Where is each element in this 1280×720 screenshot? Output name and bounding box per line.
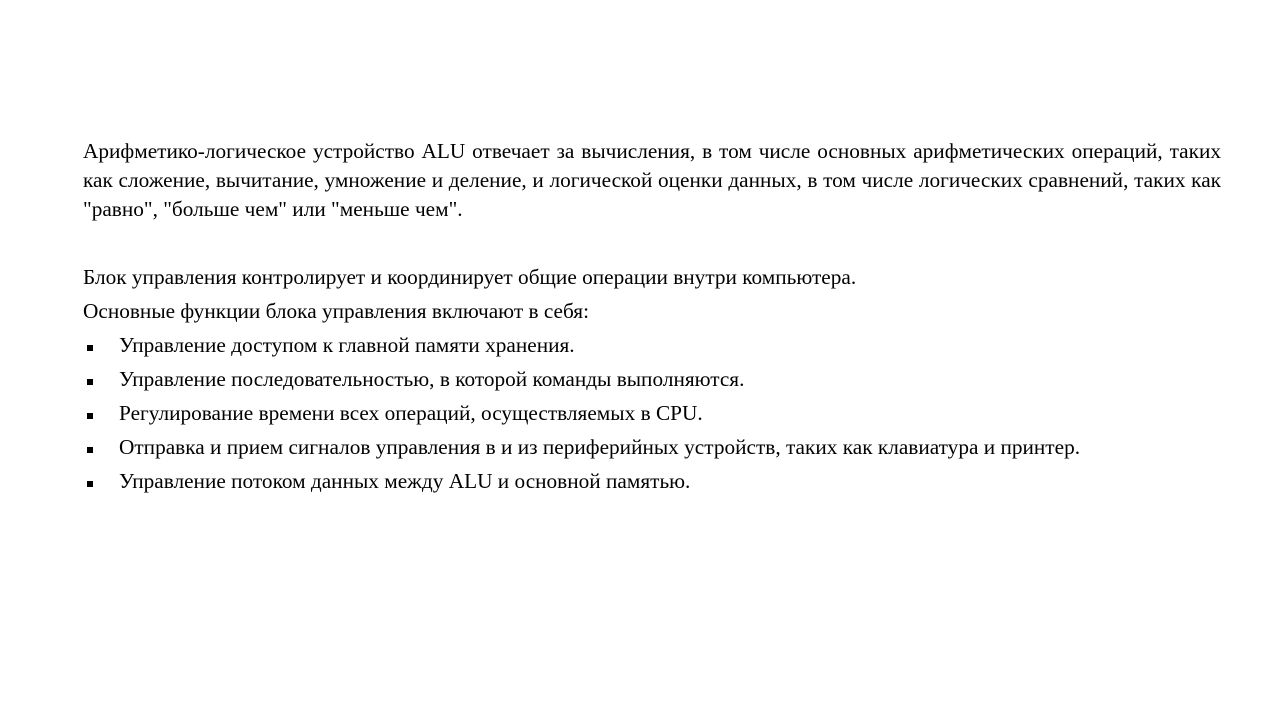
- bullet-item: [83, 467, 1253, 501]
- square-bullet-icon: [87, 447, 93, 453]
- functions-bullet-list: [83, 331, 1253, 501]
- bullet-text: Управление последовательностью, в которой команды выполняются.: [119, 367, 745, 391]
- square-bullet-icon: [87, 481, 93, 487]
- bullet-text: Управление доступом к главной памяти хранения.: [119, 333, 575, 357]
- bullet-item: [83, 331, 1253, 365]
- square-bullet-icon: [87, 413, 93, 419]
- bullet-text: Отправка и прием сигналов управления в и из периферийных устройств, таких как клавиатура и принтер.: [119, 435, 1081, 459]
- bullet-text: Регулирование времени всех операций, осуществляемых в CPU.: [119, 401, 703, 425]
- bullet-item: [83, 399, 1253, 433]
- bullet-text: Управление потоком данных между ALU и основной памятью.: [119, 469, 691, 493]
- square-bullet-icon: [87, 379, 93, 385]
- square-bullet-icon: [87, 345, 93, 351]
- bullet-item: [83, 433, 1253, 467]
- bullet-item: [83, 365, 1253, 399]
- control-unit-paragraph: Блок управления контролирует и координирует общие операции внутри компьютера.: [83, 265, 857, 289]
- alu-paragraph: Арифметико-логическое устройство ALU отвечает за вычисления, в том числе основных арифметических операций, таких как сложение, вычитание, умножение и деление, и логической оценки данных, в том числе логических сравнений, таких как "равно", "больше чем" или "меньше чем".: [83, 139, 1221, 221]
- functions-intro-paragraph: Основные функции блока управления включают в себя:: [83, 299, 590, 323]
